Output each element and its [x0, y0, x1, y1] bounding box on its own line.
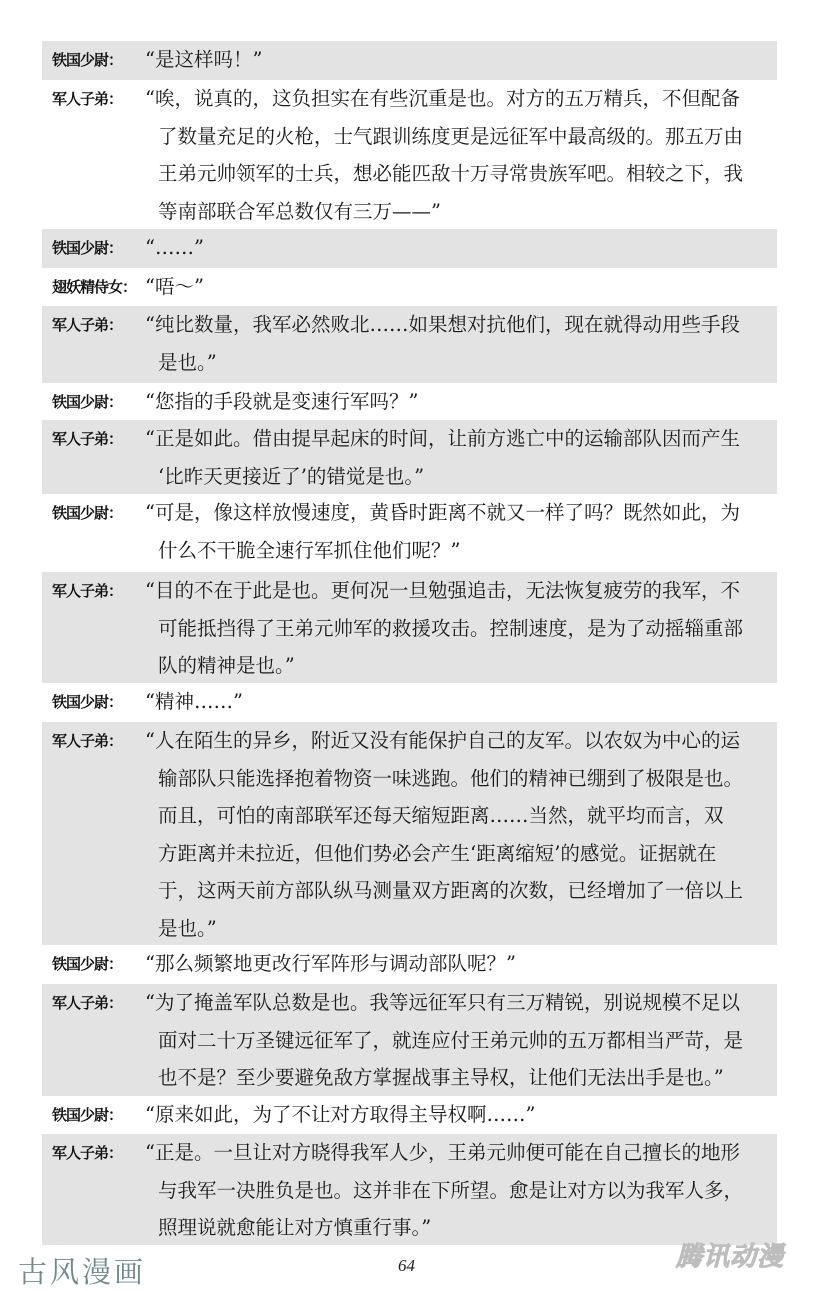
dialogue-text — [145, 494, 769, 569]
dialogue-line: “可是，像这样放慢速度，黄昏时距离不就又一样了吗？既然如此，为 — [145, 501, 740, 524]
dialogue-text — [145, 945, 769, 983]
dialogue-row — [42, 268, 777, 306]
dialogue-text — [145, 1134, 769, 1247]
dialogue-row — [42, 1134, 777, 1245]
dialogue-line: “人在陌生的异乡，附近又没有能保护自己的友军。以农奴为中心的运 — [145, 729, 740, 752]
dialogue-text — [145, 984, 769, 1097]
watermark-tencent-comics: 腾讯动漫 — [676, 1242, 785, 1272]
dialogue-line: “那么频繁地更改行军阵形与调动部队呢？” — [145, 952, 516, 975]
speaker-label: 翅妖精侍女： — [52, 278, 137, 296]
speaker-label: 军人子弟： — [52, 1144, 123, 1162]
dialogue-text — [145, 306, 769, 381]
dialogue-text — [145, 683, 769, 721]
dialogue-line: 输部队只能选择抱着物资一味逃跑。他们的精神已绷到了极限是也。 — [158, 766, 744, 790]
dialogue-line: 可能抵挡得了王弟元帅军的救援攻击。控制速度，是为了动摇辎重部 — [158, 616, 744, 640]
dialogue-row — [42, 494, 777, 572]
dialogue-row — [42, 229, 777, 268]
dialogue-row — [42, 984, 777, 1096]
dialogue-row — [42, 683, 777, 722]
dialogue-line: “纯比数量，我军必然败北……如果想对抗他们，现在就得动用些手段 — [145, 313, 740, 336]
dialogue-line: “为了掩盖军队总数是也。我等远征军只有三万精锐，别说规模不足以 — [145, 991, 740, 1014]
dialogue-line: “正是。一旦让对方晓得我军人少，王弟元帅便可能在自己擅长的地形 — [145, 1141, 740, 1164]
dialogue-line: 照理说就愈能让对方慎重行事。” — [158, 1216, 432, 1239]
dialogue-page — [42, 41, 777, 1245]
dialogue-text — [145, 1096, 769, 1134]
dialogue-text — [145, 268, 769, 306]
speaker-label: 军人子弟： — [52, 316, 123, 334]
dialogue-row — [42, 41, 777, 80]
dialogue-line: 什么不干脆全速行军抓住他们呢？” — [158, 538, 461, 562]
dialogue-row — [42, 306, 777, 383]
dialogue-line: 王弟元帅领军的士兵，想必能匹敌十万寻常贵族军吧。相较之下，我 — [158, 162, 744, 185]
dialogue-text — [145, 80, 769, 230]
dialogue-line: 与我军一决胜负是也。这并非在下所望。愈是让对方以为我军人多， — [158, 1178, 744, 1202]
page-number: 64 — [398, 1256, 415, 1275]
speaker-label: 军人子弟： — [52, 90, 123, 108]
dialogue-line: 队的精神是也。” — [158, 654, 295, 677]
speaker-label: 铁国少尉： — [52, 1106, 123, 1124]
dialogue-line: 于，这两天前方部队纵马测量双方距离的次数，已经增加了一倍以上 — [158, 879, 744, 902]
dialogue-line: 也不是？至少要避免敌方掌握战事主导权，让他们无法出手是也。” — [158, 1066, 724, 1089]
dialogue-row — [42, 383, 777, 420]
dialogue-line: “精神……” — [145, 690, 243, 713]
speaker-label: 铁国少尉： — [52, 693, 123, 711]
speaker-label: 军人子弟： — [52, 732, 123, 750]
dialogue-row — [42, 945, 777, 984]
dialogue-line: ‘比昨天更接近了’的错觉是也。” — [158, 464, 425, 488]
dialogue-row — [42, 572, 777, 683]
dialogue-line: 方距离并未拉近，但他们势必会产生‘距离缩短’的感觉。证据就在 — [158, 841, 717, 865]
dialogue-line: “原来如此，为了不让对方取得主导权啊……” — [145, 1103, 536, 1126]
dialogue-text — [145, 41, 769, 79]
dialogue-text — [145, 722, 769, 947]
speaker-label: 铁国少尉： — [52, 504, 123, 522]
dialogue-line: “您指的手段就是变速行军吗？” — [145, 390, 419, 413]
dialogue-line: 等南部联合军总数仅有三万——” — [158, 199, 441, 223]
page-footer — [0, 1242, 820, 1291]
speaker-label: 军人子弟： — [52, 430, 123, 448]
dialogue-line: 了数量充足的火枪，士气跟训练度更是远征军中最高级的。那五万由 — [158, 124, 744, 148]
dialogue-line: “目的不在于此是也。更何况一旦勉强追击，无法恢复疲劳的我军，不 — [145, 579, 740, 602]
dialogue-text — [145, 229, 769, 267]
dialogue-text — [145, 383, 769, 421]
dialogue-line: 而且，可怕的南部联军还每天缩短距离……当然，就平均而言，双 — [158, 804, 724, 827]
dialogue-line: 是也。” — [158, 350, 217, 374]
dialogue-row — [42, 420, 777, 494]
speaker-label: 军人子弟： — [52, 582, 123, 600]
speaker-label: 铁国少尉： — [52, 393, 123, 411]
dialogue-row — [42, 80, 777, 229]
dialogue-line: 面对二十万圣键远征军了，就连应付王弟元帅的五万都相当严苛，是 — [158, 1028, 744, 1052]
speaker-label: 铁国少尉： — [52, 51, 123, 69]
dialogue-line: “是这样吗！” — [145, 48, 263, 71]
speaker-label: 铁国少尉： — [52, 239, 123, 257]
dialogue-line: “唔～” — [145, 275, 204, 298]
dialogue-row — [42, 722, 777, 945]
dialogue-line: “唉，说真的，这负担实在有些沉重是也。对方的五万精兵，不但配备 — [145, 87, 740, 110]
dialogue-text — [145, 572, 769, 685]
speaker-label: 军人子弟： — [52, 994, 123, 1012]
dialogue-line: “……” — [145, 236, 204, 259]
dialogue-line: 是也。” — [158, 916, 217, 940]
dialogue-text — [145, 420, 769, 495]
watermark-gufeng-manhua: 古风漫画 — [18, 1255, 147, 1289]
dialogue-line: “正是如此。借由提早起床的时间，让前方逃亡中的运输部队因而产生 — [145, 427, 740, 450]
speaker-label: 铁国少尉： — [52, 955, 123, 973]
dialogue-row — [42, 1096, 777, 1134]
